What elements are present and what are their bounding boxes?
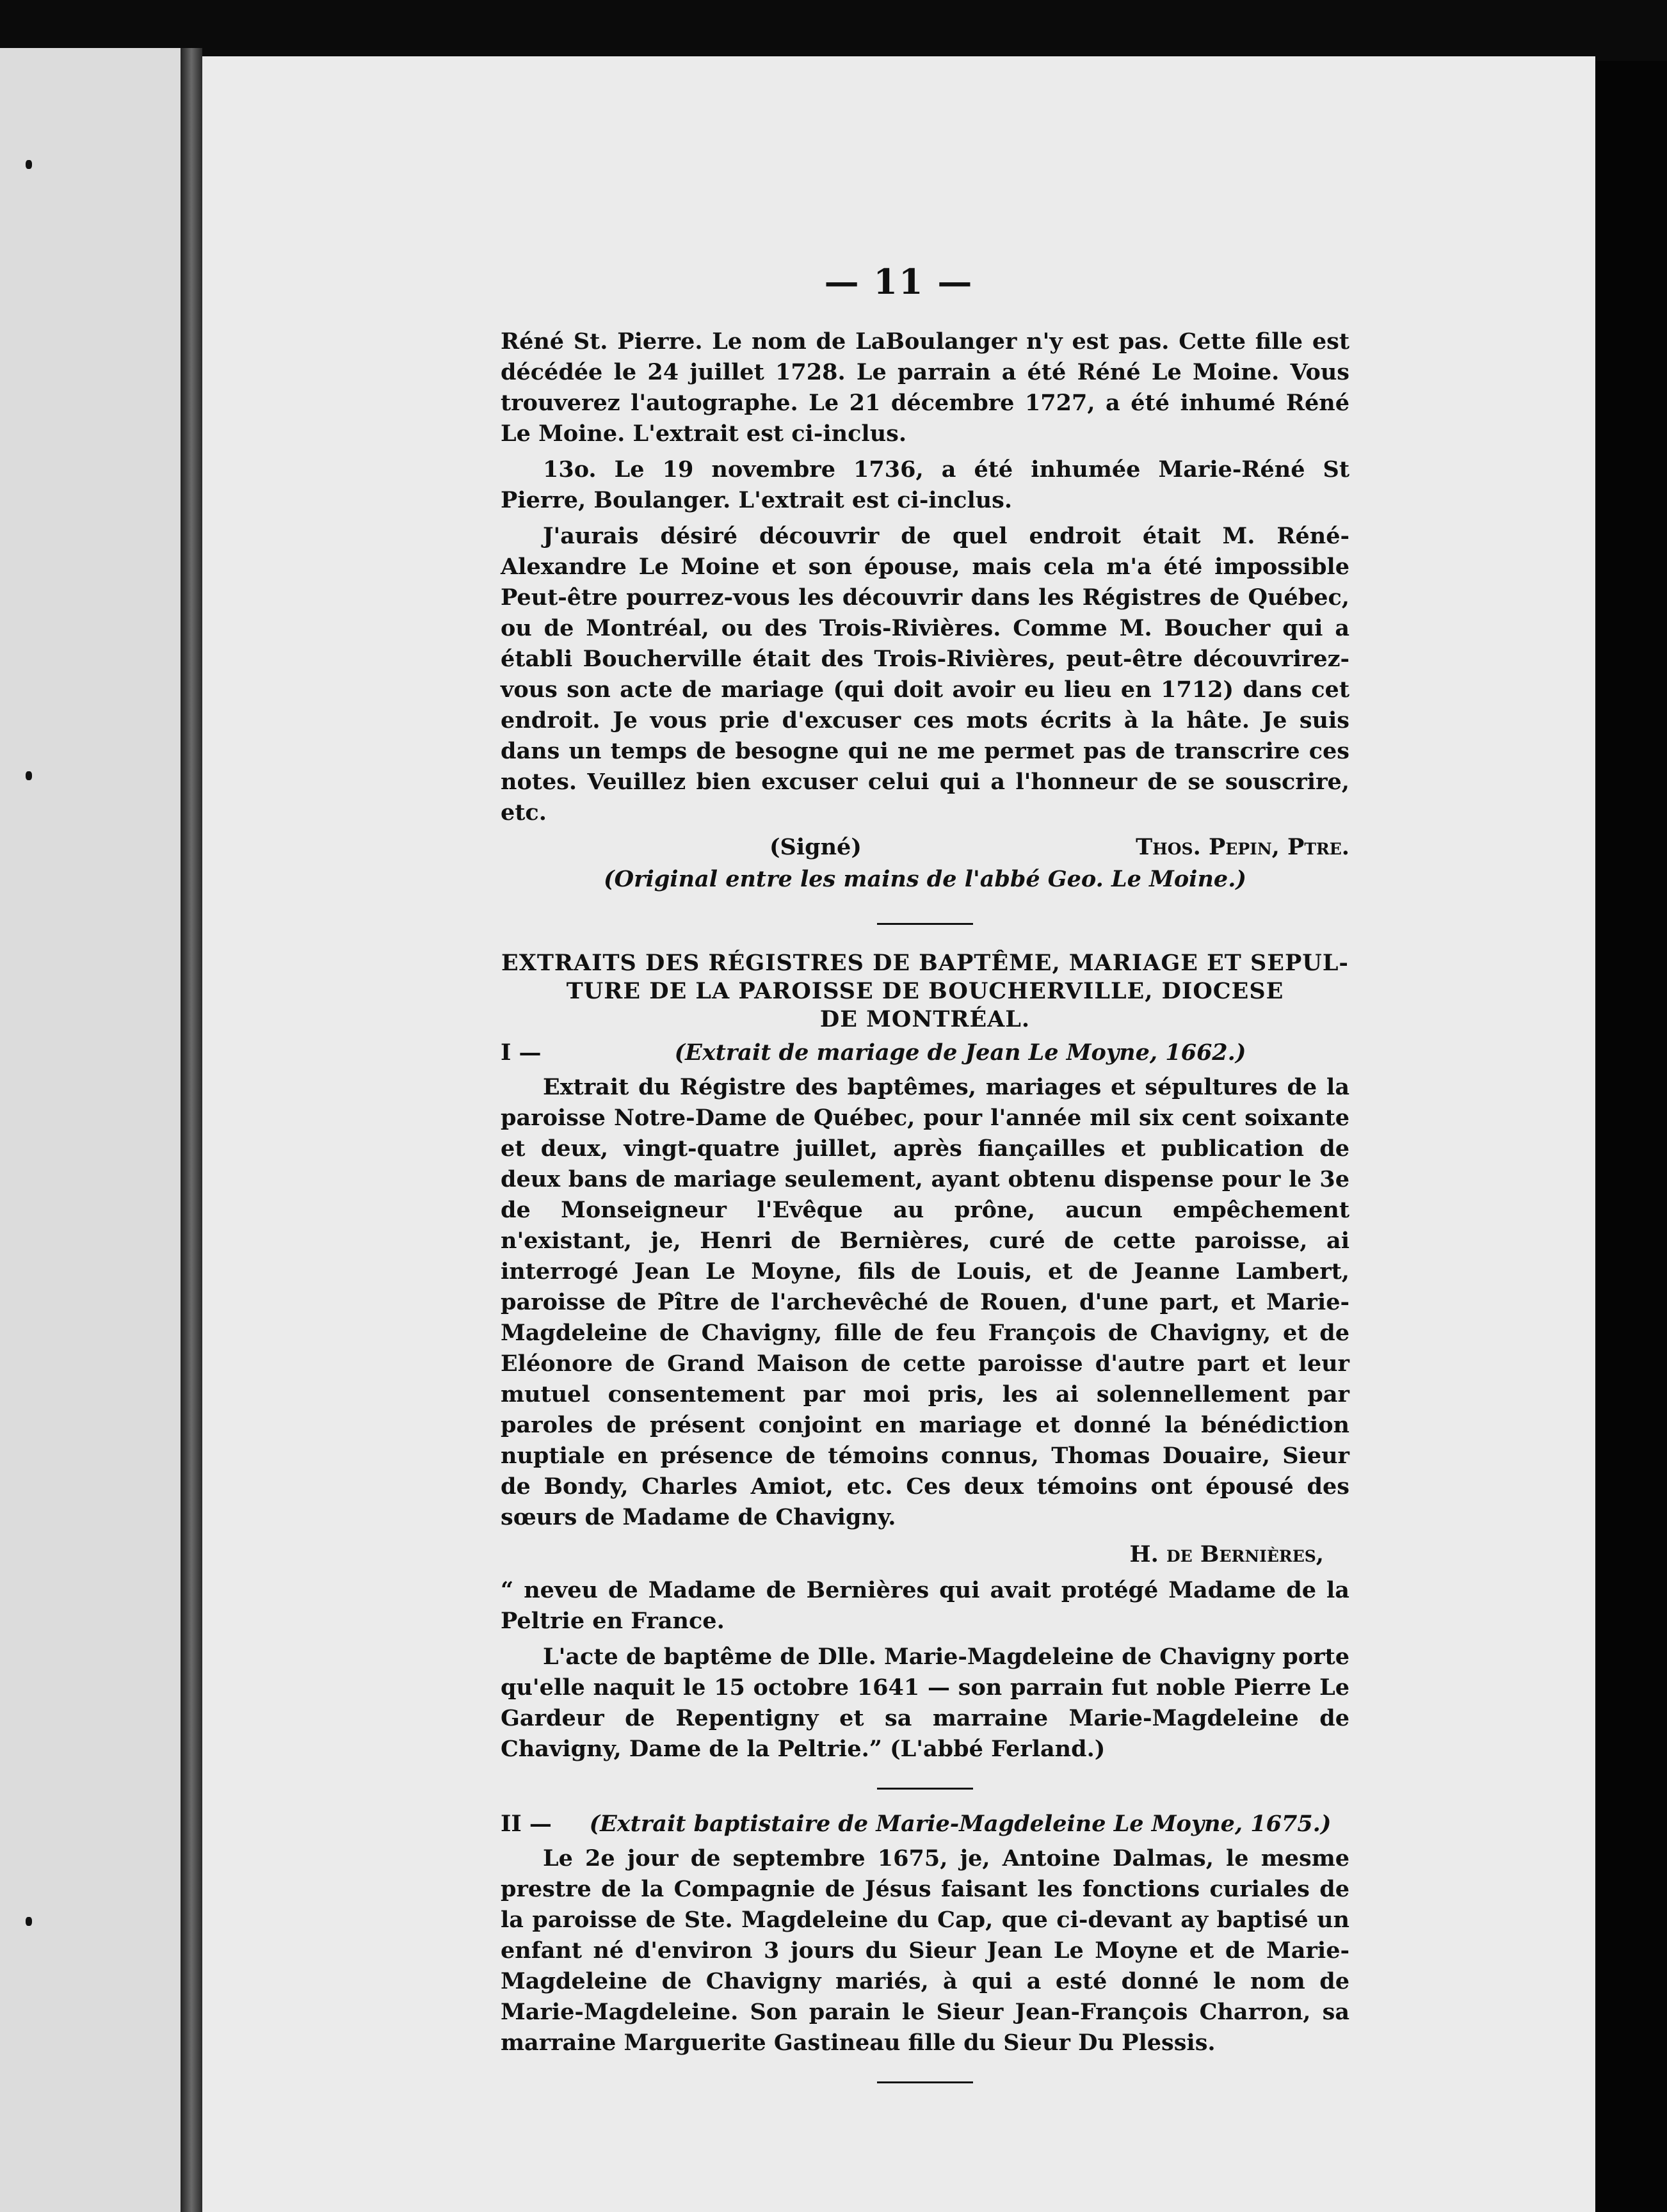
section-1-text: Extrait du Régistre des baptêmes, mariages et sépultures de la paroisse Notre-Dame de Québec, pour l'année mil six cent soixante et deux, vingt-quatre juillet, après fiançailles et publication de deux bans de mariage seulement, ayant obtenu dispense pour le 3e de Monseigneur l'Evêque au prône, aucun empêchement n'existant, je, Henri de Bernières, curé de cette paroisse, ai interrogé Jean Le Moyne, fils de Louis, et de Jeanne Lambert, paroisse de Pître de l'archevêché de Rouen, d'une part, et Marie-Magdeleine de Chavigny, fille de feu François de Chavigny, et de Eléonore de Grand Maison de cette paroisse d'autre part et leur mutuel consentement par moi pris, les ai solennellement par paroles de présent conjoint en mariage et donné la bénédiction nuptiale en présence de témoins connus, Thomas Douaire, Sieur de Bondy, Charles Amiot, etc. Ces deux témoins ont épousé des sœurs de Madame de Chavigny. bbox=[501, 1074, 1349, 1530]
page-body bbox=[501, 251, 1349, 2108]
section-divider bbox=[877, 2081, 973, 2083]
section-divider bbox=[877, 1788, 973, 1790]
section-2-header bbox=[501, 1809, 1349, 1839]
section-heading bbox=[501, 949, 1349, 1034]
signatory-name: Thos. Pepin, Ptre. bbox=[1136, 834, 1349, 860]
punch-mark bbox=[26, 771, 32, 780]
section-1-signature: H. de Bernières, bbox=[1129, 1541, 1324, 1567]
original-note: (Original entre les mains de l'abbé Geo. Le Moine.) bbox=[604, 866, 1246, 892]
punch-mark bbox=[26, 1917, 32, 1926]
section-divider bbox=[877, 923, 973, 925]
paragraph-3: J'aurais désiré découvrir de quel endroit était M. Réné-Alexandre Le Moine et son épouse, mais cela m'a été impossible Peut-être pourrez-vous les découvrir dans les Régistres de Québec, ou de Montréal, ou des Trois-Rivières. Comme M. Boucher qui a établi Boucherville était des Trois-Rivières, peut-être découvrirez-vous son acte de mariage (qui doit avoir eu lieu en 1712) dans cet endroit. Je vous prie d'excuser ces mots écrits à la hâte. Je suis dans un temps de besogne qui ne me permet pas de transcrire ces notes. Veuillez bien excuser celui qui a l'honneur de se souscrire, etc. bbox=[501, 523, 1349, 826]
section-1-caption: (Extrait de mariage de Jean Le Moyne, 1662.) bbox=[674, 1039, 1246, 1066]
page-number: — 11 — bbox=[824, 261, 974, 302]
signed-label: (Signé) bbox=[769, 834, 862, 860]
scan-right-border bbox=[1595, 61, 1667, 2212]
heading-line: TURE DE LA PAROISSE DE BOUCHERVILLE, DIOCESE bbox=[566, 978, 1284, 1004]
punch-mark bbox=[26, 160, 32, 169]
signature-line bbox=[501, 832, 1349, 863]
scan-top-border bbox=[0, 0, 1667, 61]
book-gutter bbox=[181, 48, 202, 2212]
heading-line: DE MONTRÉAL. bbox=[819, 1006, 1031, 1032]
section-1-number: I — bbox=[501, 1039, 542, 1066]
paragraph-2: 13o. Le 19 novembre 1736, a été inhumée Marie-Réné St Pierre, Boulanger. L'extrait est ci-inclus. bbox=[501, 456, 1349, 513]
facing-page-edge bbox=[0, 48, 181, 2212]
section-2-caption: (Extrait baptistaire de Marie-Magdeleine Le Moyne, 1675.) bbox=[589, 1811, 1332, 1837]
section-2-text: Le 2e jour de septembre 1675, je, Antoine Dalmas, le mesme prestre de la Compagnie de Jésus faisant les fonctions curiales de la paroisse de Ste. Magdeleine du Cap, que ci-devant ay baptisé un enfant né d'environ 3 jours du Sieur Jean Le Moyne et de Marie-Magdeleine de Chavigny mariés, à qui a esté donné le nom de Marie-Magdeleine. Son parain le Sieur Jean-François Charron, sa marraine Marguerite Gastineau fille du Sieur Du Plessis. bbox=[501, 1845, 1349, 2056]
section-1-quote-1: “ neveu de Madame de Bernières qui avait protégé Madame de la Peltrie en France. bbox=[501, 1577, 1349, 1634]
heading-line: EXTRAITS DES RÉGISTRES DE BAPTÊME, MARIAGE ET SEPUL- bbox=[501, 950, 1349, 976]
section-2-number: II — bbox=[501, 1811, 552, 1837]
section-1-quote-2: L'acte de baptême de Dlle. Marie-Magdeleine de Chavigny porte qu'elle naquit le 15 octobre 1641 — son parrain fut noble Pierre Le Gardeur de Repentigny et sa marraine Marie-Magdeleine de Chavigny, Dame de la Peltrie.” (L'abbé Ferland.) bbox=[501, 1644, 1349, 1762]
section-1-header bbox=[501, 1038, 1349, 1068]
paragraph-1: Réné St. Pierre. Le nom de LaBoulanger n'y est pas. Cette fille est décédée le 24 juillet 1728. Le parrain a été Réné Le Moine. Vous trouverez l'autographe. Le 21 décembre 1727, a été inhumé Réné Le Moine. L'extrait est ci-inclus. bbox=[501, 328, 1349, 447]
